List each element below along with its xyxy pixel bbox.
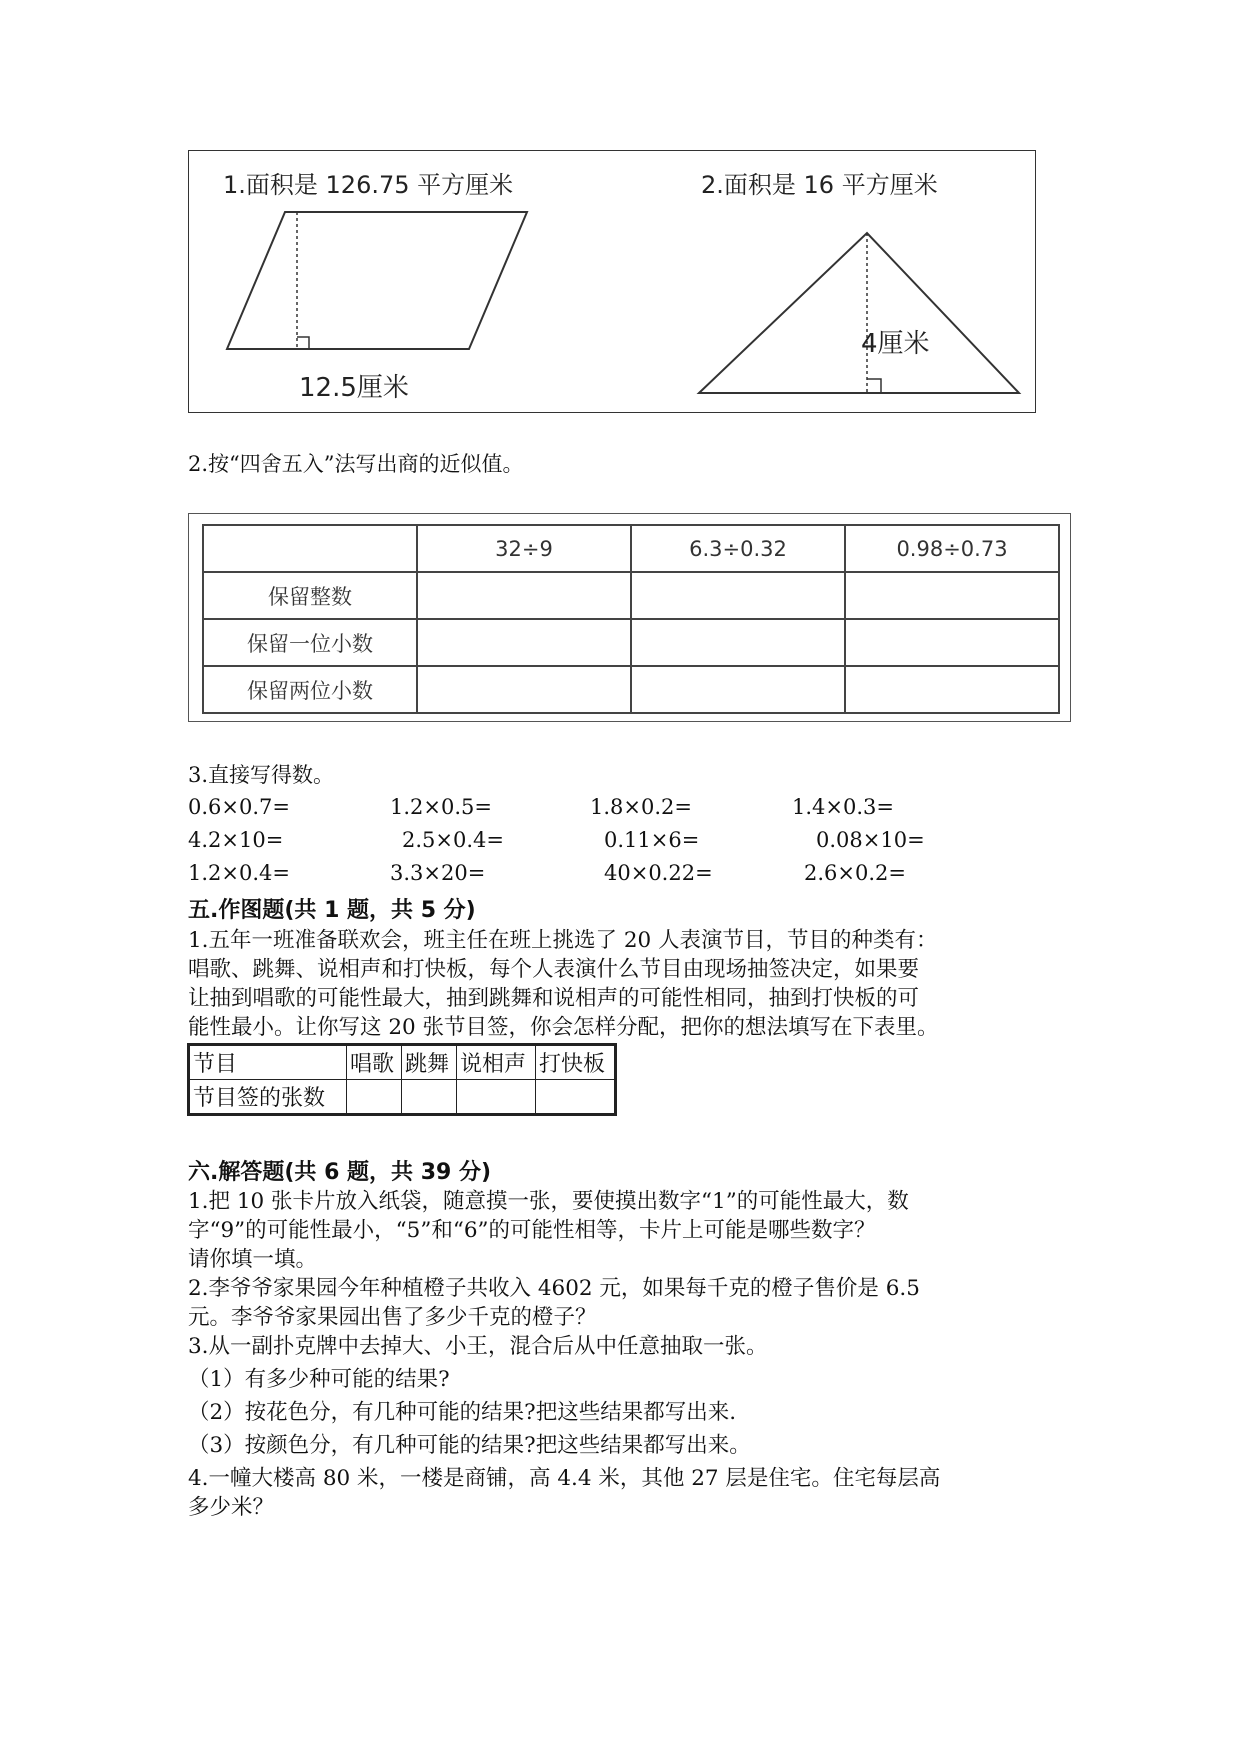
answer-cell[interactable] — [631, 572, 845, 619]
text-line: 字“9”的可能性最小，“5”和“6”的可能性相等，卡片上可能是哪些数字？ — [188, 1218, 876, 1243]
table-row — [203, 666, 1059, 713]
figure-2-label: 2.面积是 16 平方厘米 — [701, 171, 938, 199]
figure-2-dimension: 4厘米 — [861, 329, 930, 359]
answer-cell[interactable] — [845, 666, 1059, 713]
answer-cell[interactable] — [845, 619, 1059, 666]
text-line: （3）按颜色分，有几种可能的结果?把这些结果都写出来。 — [188, 1433, 751, 1458]
section-5-heading: 五.作图题(共 1 题，共 5 分) — [188, 898, 476, 923]
quotient-table-frame — [188, 513, 1071, 722]
calc-item: 0.11×6= — [604, 828, 700, 852]
text-line: （2）按花色分，有几种可能的结果?把这些结果都写出来. — [188, 1400, 737, 1425]
figure-1-label: 1.面积是 126.75 平方厘米 — [223, 171, 514, 199]
calc-item: 3.3×20= — [390, 861, 486, 885]
calc-item: 2.5×0.4= — [402, 828, 504, 852]
table-header-cell: 跳舞 — [402, 1045, 457, 1080]
quotient-table — [202, 524, 1060, 714]
row-label: 保留两位小数 — [203, 666, 417, 713]
row-label: 保留整数 — [203, 572, 417, 619]
text-line: （1）有多少种可能的结果? — [188, 1367, 450, 1392]
table-header-cell: 打快板 — [536, 1045, 616, 1080]
section-5-text — [188, 926, 939, 1042]
table-header-cell: 6.3÷0.32 — [631, 525, 845, 572]
figure-1-dimension: 12.5厘米 — [299, 373, 409, 403]
row-label: 节目签的张数 — [189, 1080, 347, 1115]
text-line: 1.把 10 张卡片放入纸袋，随意摸一张，要使摸出数字“1”的可能性最大，数 — [188, 1189, 909, 1214]
table-row — [203, 525, 1059, 572]
answer-cell[interactable] — [417, 619, 631, 666]
table-header-cell: 32÷9 — [417, 525, 631, 572]
text-line: 3.从一副扑克牌中去掉大、小王，混合后从中任意抽取一张。 — [188, 1334, 768, 1359]
calc-item: 1.8×0.2= — [590, 795, 692, 819]
answer-cell[interactable] — [417, 572, 631, 619]
table-row — [203, 572, 1059, 619]
row-label: 保留一位小数 — [203, 619, 417, 666]
right-angle-mark — [297, 337, 309, 349]
answer-cell[interactable] — [457, 1080, 536, 1115]
calc-item: 1.2×0.4= — [188, 861, 290, 885]
text-line: 唱歌、跳舞、说相声和打快板，每个人表演什么节目由现场抽签决定，如果要 — [188, 957, 920, 982]
answer-cell[interactable] — [402, 1080, 457, 1115]
text-line: 元。李爷爷家果园出售了多少千克的橙子？ — [188, 1305, 597, 1330]
text-line: 让抽到唱歌的可能性最大，抽到跳舞和说相声的可能性相同，抽到打快板的可 — [188, 986, 920, 1011]
right-angle-mark — [867, 379, 881, 393]
text-line: 2.李爷爷家果园今年种植橙子共收入 4602 元，如果每千克的橙子售价是 6.5 — [188, 1276, 920, 1301]
answer-cell[interactable] — [631, 666, 845, 713]
answer-cell[interactable] — [631, 619, 845, 666]
text-line: 能性最小。让你写这 20 张节目签，你会怎样分配，把你的想法填写在下表里。 — [188, 1015, 939, 1040]
text-line: 多少米？ — [188, 1495, 275, 1520]
calc-item: 4.2×10= — [188, 828, 284, 852]
program-table — [187, 1043, 617, 1116]
calc-item: 1.4×0.3= — [792, 795, 894, 819]
parallelogram-shape — [227, 212, 527, 349]
table-header-cell: 唱歌 — [347, 1045, 402, 1080]
answer-cell[interactable] — [845, 572, 1059, 619]
calc-item: 2.6×0.2= — [804, 861, 906, 885]
table-header-cell: 节目 — [189, 1045, 347, 1080]
calc-item: 0.08×10= — [816, 828, 925, 852]
answer-cell[interactable] — [536, 1080, 616, 1115]
table-row — [189, 1080, 616, 1115]
calc-item: 1.2×0.5= — [390, 795, 492, 819]
triangle-shape — [699, 233, 1019, 393]
section-6-text — [188, 1187, 940, 1522]
figure-box — [188, 150, 1036, 413]
text-line: 1.五年一班准备联欢会，班主任在班上挑选了 20 人表演节目，节目的种类有： — [188, 928, 938, 953]
section-6-heading: 六.解答题(共 6 题，共 39 分) — [188, 1160, 492, 1185]
question-3-title: 3.直接写得数。 — [188, 763, 335, 787]
table-row — [203, 619, 1059, 666]
table-cell — [203, 525, 417, 572]
text-line: 4.一幢大楼高 80 米，一楼是商铺，高 4.4 米，其他 27 层是住宅。住宅每层高 — [188, 1466, 941, 1491]
calc-item: 40×0.22= — [604, 861, 713, 885]
table-header-cell: 0.98÷0.73 — [845, 525, 1059, 572]
answer-cell[interactable] — [347, 1080, 402, 1115]
calc-item: 0.6×0.7= — [188, 795, 290, 819]
answer-cell[interactable] — [417, 666, 631, 713]
table-header-cell: 说相声 — [457, 1045, 536, 1080]
text-line: 请你填一填。 — [188, 1247, 318, 1272]
question-2-title: 2.按“四舍五入”法写出商的近似值。 — [188, 452, 524, 476]
table-row — [189, 1045, 616, 1080]
